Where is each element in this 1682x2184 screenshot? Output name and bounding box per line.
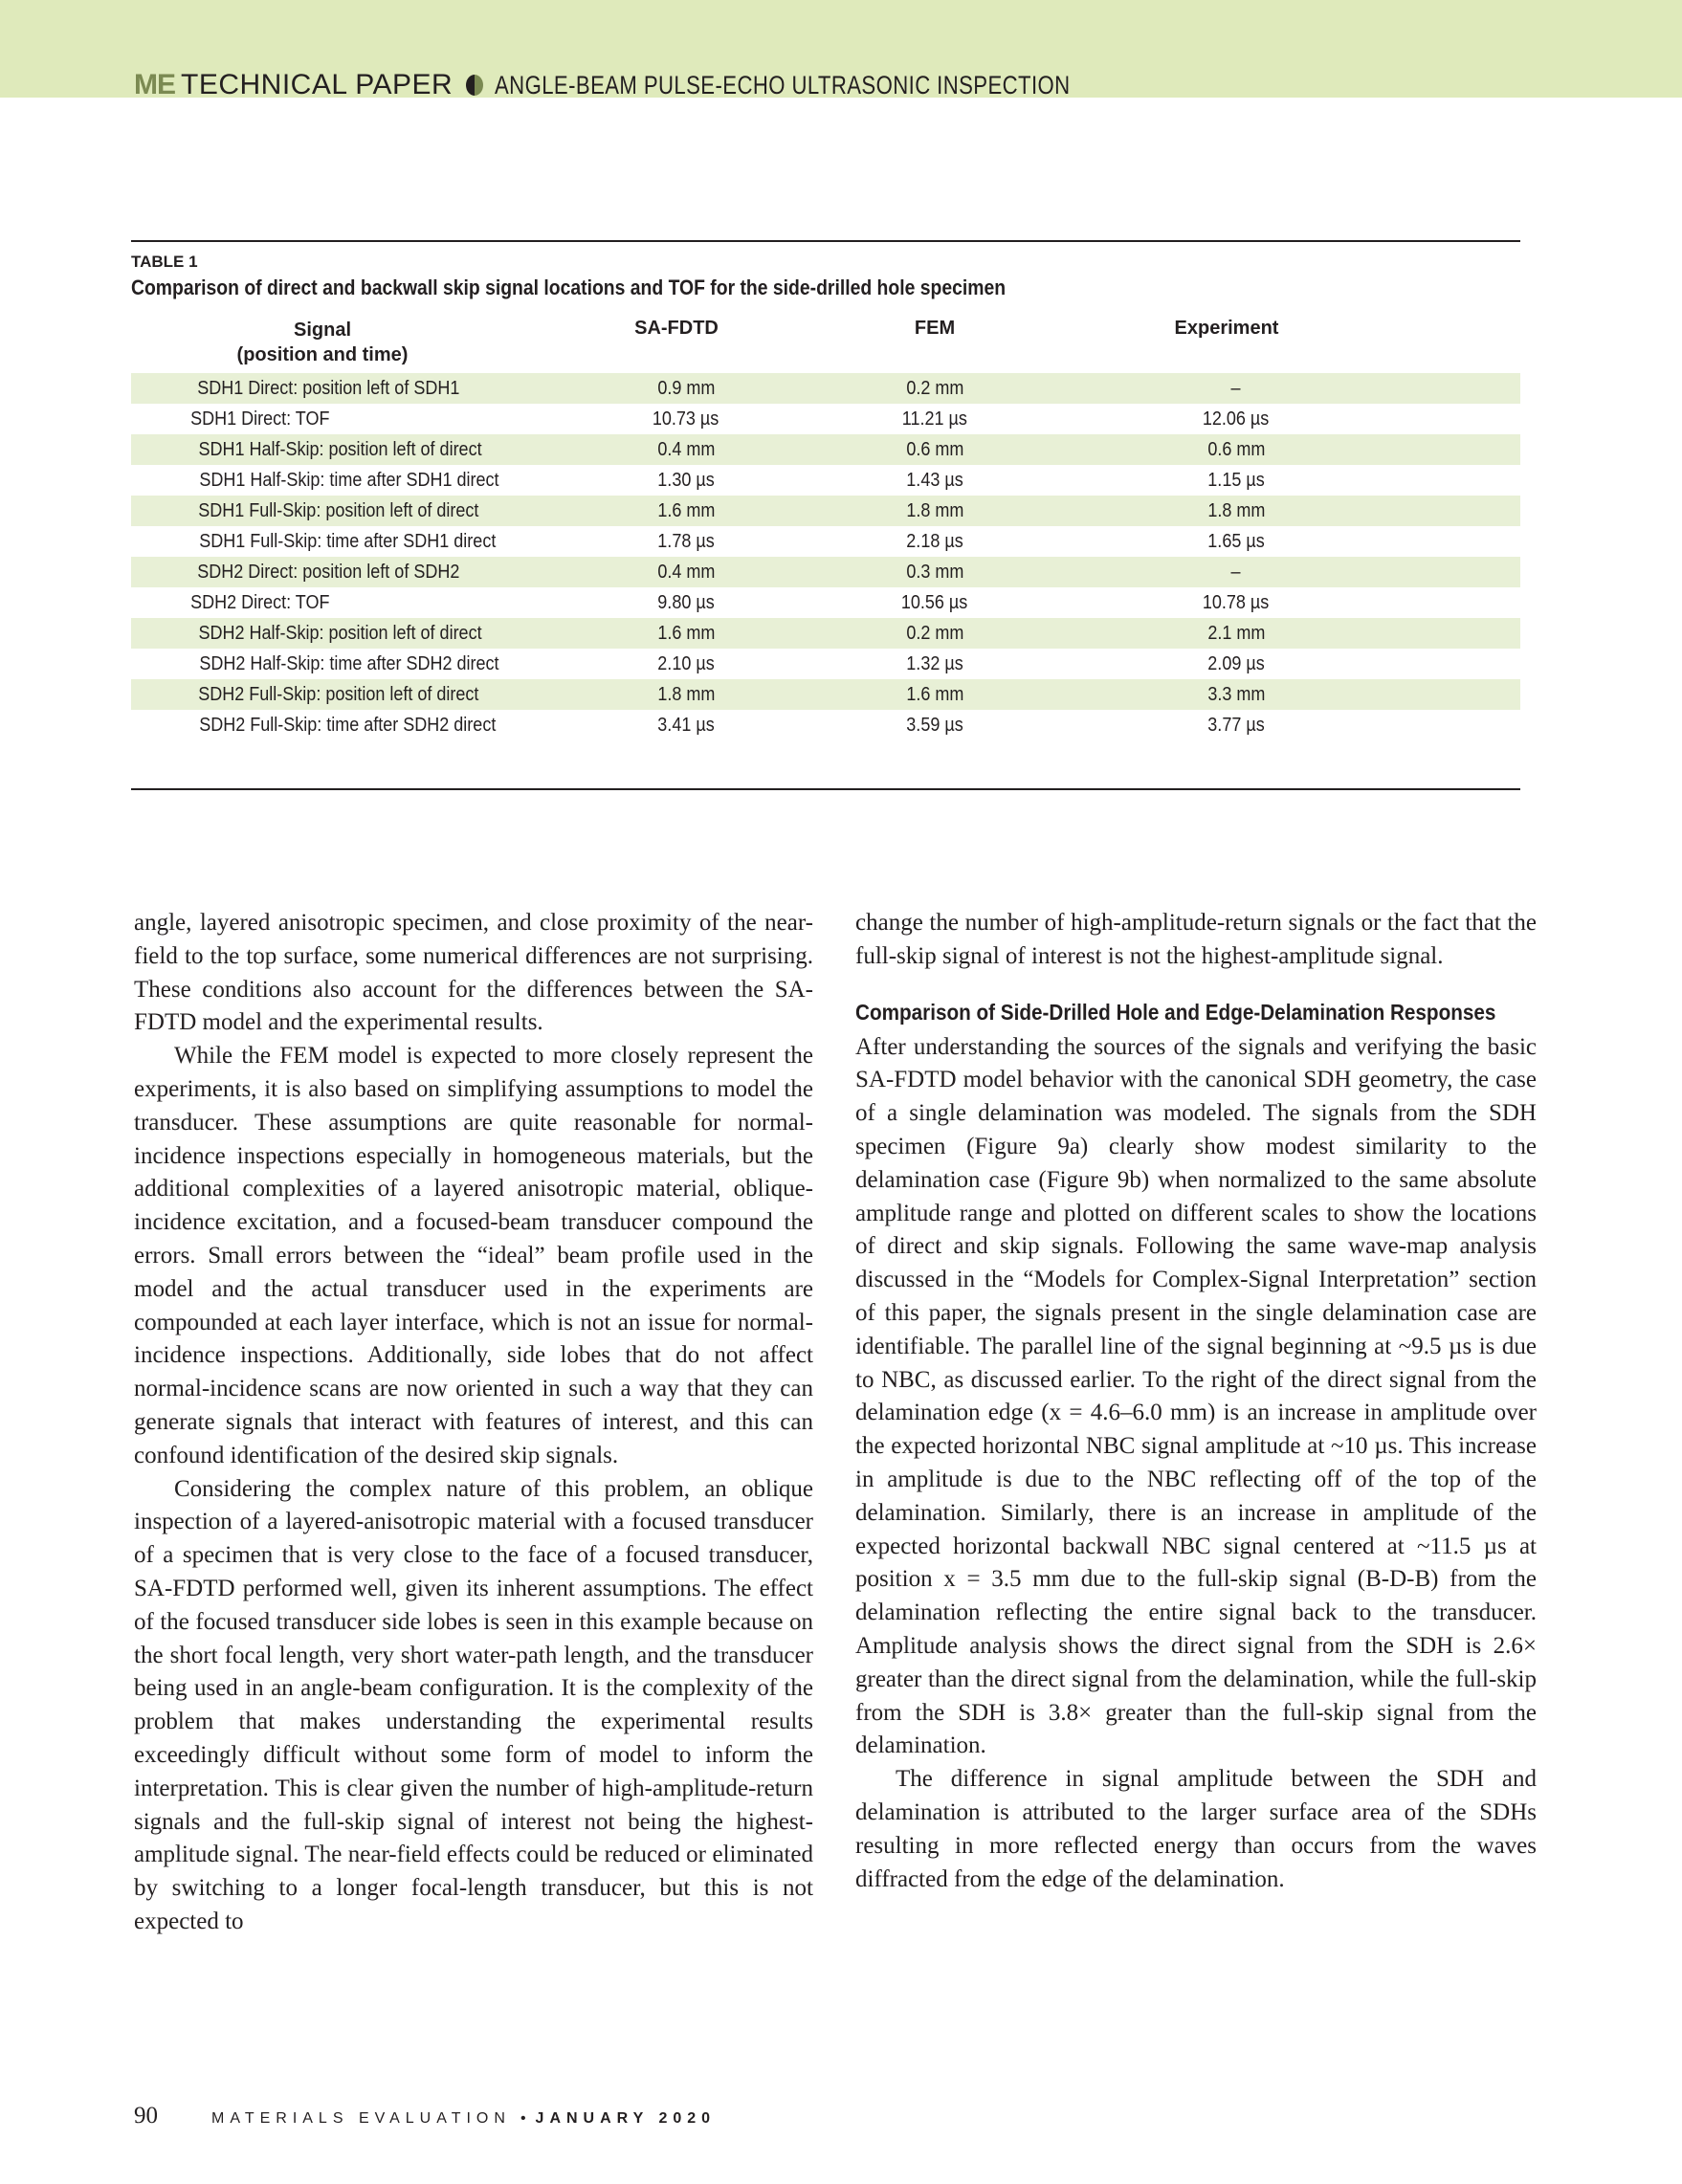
cell-fem — [791, 715, 1078, 737]
data-table — [131, 318, 1520, 740]
cell-text: 10.73 µs — [653, 408, 719, 430]
cell-text: – — [1230, 561, 1242, 583]
cell-text: 1.8 mm — [1206, 499, 1266, 521]
cell-signal — [131, 439, 581, 461]
cell-text: SDH1 Full-Skip: time after SDH1 direct — [199, 530, 497, 552]
table-row — [131, 557, 1520, 587]
cell-fem — [791, 623, 1078, 645]
table-row — [131, 710, 1520, 740]
cell-fem — [791, 562, 1078, 584]
cell-safdtd — [581, 623, 791, 645]
paragraph: angle, layered anisotropic specimen, and close proximity of the near-field to the top surface, some numerical differences are not surprising. These conditions also account for the differences between the SA-FDTD model and the experimental results. — [134, 910, 813, 1036]
cell-text: 2.10 µs — [657, 652, 715, 674]
cell-text: SDH1 Half-Skip: time after SDH1 direct — [199, 469, 499, 491]
cell-text: SDH1 Full-Skip: position left of direct — [198, 499, 479, 521]
cell-text: 0.4 mm — [656, 438, 716, 460]
table-row — [131, 587, 1520, 618]
cell-text: 1.8 mm — [656, 683, 716, 705]
cell-signal — [131, 684, 581, 706]
cell-safdtd — [581, 684, 791, 706]
table-row — [131, 373, 1520, 404]
cell-text: SDH1 Half-Skip: position left of direct — [198, 438, 482, 460]
cell-signal — [131, 500, 581, 522]
cell-text: 0.9 mm — [656, 377, 716, 399]
column-header-experiment: Experiment — [1174, 318, 1279, 339]
table-body — [131, 373, 1520, 740]
table-row — [131, 496, 1520, 526]
cell-text: 2.09 µs — [1207, 652, 1265, 674]
cell-text: 1.6 mm — [656, 499, 716, 521]
half-circle-icon — [466, 75, 483, 96]
cell-text: 3.41 µs — [657, 714, 715, 736]
cell-safdtd — [581, 500, 791, 522]
cell-signal — [131, 715, 581, 737]
cell-experiment — [1078, 531, 1394, 553]
cell-text: SDH2 Direct: TOF — [190, 591, 330, 613]
cell-text: SDH2 Half-Skip: time after SDH2 direct — [199, 652, 499, 674]
cell-signal — [131, 408, 581, 430]
cell-signal — [131, 470, 581, 492]
brand-logo: ME — [134, 69, 175, 100]
table-row — [131, 465, 1520, 496]
cell-fem — [791, 378, 1078, 400]
cell-safdtd — [581, 378, 791, 400]
cell-fem — [791, 531, 1078, 553]
issue-date: JANUARY 2020 — [535, 2110, 717, 2127]
cell-experiment — [1078, 378, 1394, 400]
table-row — [131, 434, 1520, 465]
cell-text: – — [1230, 377, 1242, 399]
cell-text: 1.6 mm — [905, 683, 964, 705]
cell-fem — [791, 653, 1078, 675]
cell-text: 1.6 mm — [656, 622, 716, 644]
cell-text: SDH2 Full-Skip: position left of direct — [198, 683, 479, 705]
cell-safdtd — [581, 470, 791, 492]
cell-signal — [131, 378, 581, 400]
cell-signal — [131, 531, 581, 553]
cell-signal — [131, 653, 581, 675]
table-label: TABLE 1 — [131, 253, 198, 271]
cell-experiment — [1078, 500, 1394, 522]
page-footer — [134, 2103, 716, 2129]
running-header — [134, 69, 1197, 101]
cell-text: 1.8 mm — [905, 499, 964, 521]
section-heading: Comparison of Side-Drilled Hole and Edge-Delamination Responses — [855, 999, 1496, 1025]
cell-text: SDH1 Direct: position left of SDH1 — [197, 377, 460, 399]
paragraph: change the number of high-amplitude-return signals or the fact that the full-skip signal of interest is not the highest-amplitude signal. — [855, 910, 1537, 969]
table-bottom-rule — [131, 788, 1520, 790]
cell-text: 10.78 µs — [1203, 591, 1270, 613]
column-header-signal-subtitle: (position and time) — [236, 344, 409, 365]
column-header-safdtd: SA-FDTD — [634, 318, 719, 339]
cell-text: 11.21 µs — [901, 408, 968, 430]
cell-experiment — [1078, 653, 1394, 675]
paragraph: After understanding the sources of the signals and verifying the basic SA-FDTD model behavior with the canonical SDH geometry, the case of a single delamination was modeled. The signals from the SDH specimen (Figure 9a) clearly show modest similarity to the delamination case (Figure 9b) when normalized to the same absolute amplitude range and plotted on different scales to show the locations of direct and skip signals. Following the same wave-map analysis discussed in the “Models for Complex-Signal Interpretation” section of this paper, the signals present in the single delamination case are identifiable. The parallel line of the signal beginning at ~9.5 µs is due to NBC, as discussed earlier. To the right of the direct signal from the delamination edge (x = 4.6–6.0 mm) is an increase in amplitude over the expected horizontal NBC signal amplitude at ~10 µs. This increase in amplitude is due to the NBC reflecting off of the top of the delamination. Similarly, there is an increase in amplitude of the expected horizontal backwall NBC signal centered at ~11.5 µs at position x = 3.5 mm due to the full-skip signal (B-D-B) from the delamination reflecting the entire signal back to the transducer. Amplitude analysis shows the direct signal from the SDH is 2.6× greater than the direct signal from the delamination, while the full-skip from the SDH is 3.8× greater than the full-skip signal from the delamination. — [855, 1033, 1537, 1759]
table-row — [131, 526, 1520, 557]
cell-safdtd — [581, 439, 791, 461]
cell-safdtd — [581, 715, 791, 737]
body-column-left — [134, 907, 813, 1939]
cell-text: 1.30 µs — [657, 469, 715, 491]
cell-text: 10.56 µs — [901, 591, 968, 613]
cell-text: SDH2 Direct: position left of SDH2 — [197, 561, 460, 583]
cell-text: 0.6 mm — [905, 438, 964, 460]
cell-text: 0.3 mm — [905, 561, 964, 583]
article-topic: ANGLE-BEAM PULSE-ECHO ULTRASONIC INSPECTION — [495, 71, 1071, 99]
footer-separator: • — [520, 2110, 526, 2127]
cell-text: 3.77 µs — [1207, 714, 1265, 736]
cell-text: SDH2 Half-Skip: position left of direct — [198, 622, 482, 644]
cell-safdtd — [581, 408, 791, 430]
journal-name: MATERIALS EVALUATION — [211, 2110, 511, 2127]
cell-signal — [131, 623, 581, 645]
cell-safdtd — [581, 653, 791, 675]
table-top-rule — [131, 240, 1520, 242]
cell-signal — [131, 592, 581, 614]
cell-text: 3.3 mm — [1206, 683, 1266, 705]
cell-text: 0.2 mm — [905, 622, 964, 644]
cell-experiment — [1078, 408, 1394, 430]
cell-experiment — [1078, 684, 1394, 706]
cell-text: 2.18 µs — [906, 530, 963, 552]
paragraph: The difference in signal amplitude between the SDH and delamination is attributed to the larger surface area of the SDHs resulting in more reflected energy than occurs from the waves diffracted from the edge of the delamination. — [855, 1766, 1537, 1892]
cell-text: SDH2 Full-Skip: time after SDH2 direct — [199, 714, 497, 736]
cell-text: 0.2 mm — [905, 377, 964, 399]
cell-fem — [791, 470, 1078, 492]
table-row — [131, 649, 1520, 679]
column-header-signal-title: Signal — [293, 320, 351, 341]
cell-fem — [791, 592, 1078, 614]
table-header-row — [131, 318, 1520, 373]
cell-fem — [791, 500, 1078, 522]
body-column-right — [855, 907, 1537, 1896]
cell-safdtd — [581, 592, 791, 614]
cell-experiment — [1078, 623, 1394, 645]
cell-text: 0.6 mm — [1206, 438, 1266, 460]
cell-text: 9.80 µs — [657, 591, 715, 613]
table-caption: Comparison of direct and backwall skip signal locations and TOF for the side-drilled hole specimen — [131, 276, 1007, 299]
paragraph: While the FEM model is expected to more closely represent the experiments, it is also based on simplifying assumptions to model the transducer. These assumptions are quite reasonable for normal-incidence inspections especially in homogeneous materials, but the additional complexities of a layered anisotropic material, oblique-incidence excitation, and a focused-beam transducer compound the errors. Small errors between the “ideal” beam profile used in the model and the actual transducer used in the experiments are compounded at each layer interface, which is not an issue for normal-incidence inspections. Additionally, side lobes that do not affect normal-incidence scans are now oriented in such a way that they can generate signals that interact with features of interest, and this can confound identification of the desired skip signals. — [134, 1043, 813, 1468]
cell-text: 1.15 µs — [1207, 469, 1265, 491]
cell-safdtd — [581, 531, 791, 553]
table-row — [131, 618, 1520, 649]
cell-text: 1.43 µs — [906, 469, 963, 491]
cell-text: 1.32 µs — [906, 652, 963, 674]
section-label: TECHNICAL PAPER — [181, 69, 454, 100]
cell-text: 0.4 mm — [656, 561, 716, 583]
cell-experiment — [1078, 715, 1394, 737]
cell-text: 2.1 mm — [1206, 622, 1266, 644]
cell-signal — [131, 562, 581, 584]
paragraph: Considering the complex nature of this problem, an oblique inspection of a layered-anisotropic material with a focused transducer of a specimen that is very close to the face of a focused transducer, SA-FDTD performed well, given its inherent assumptions. The effect of the focused transducer side lobes is seen in this example because on the short focal length, very short water-path length, and the transducer being used in an angle-beam configuration. It is the complexity of the problem that makes understanding the experimental results exceedingly difficult without some form of model to inform the interpretation. This is clear given the number of high-amplitude-return signals and the full-skip signal of interest not being the highest-amplitude signal. The near-field effects could be reduced or eliminated by switching to a longer focal-length transducer, but this is not expected to — [134, 1475, 813, 1934]
cell-text: SDH1 Direct: TOF — [190, 408, 330, 430]
cell-fem — [791, 408, 1078, 430]
cell-fem — [791, 684, 1078, 706]
cell-experiment — [1078, 592, 1394, 614]
cell-text: 12.06 µs — [1203, 408, 1270, 430]
cell-experiment — [1078, 470, 1394, 492]
column-header-fem: FEM — [914, 318, 956, 339]
cell-fem — [791, 439, 1078, 461]
cell-text: 1.65 µs — [1207, 530, 1265, 552]
column-header-signal — [131, 318, 514, 373]
cell-experiment — [1078, 439, 1394, 461]
table-row — [131, 404, 1520, 434]
cell-text: 1.78 µs — [657, 530, 715, 552]
cell-experiment — [1078, 562, 1394, 584]
cell-text: 3.59 µs — [906, 714, 963, 736]
table-row — [131, 679, 1520, 710]
cell-safdtd — [581, 562, 791, 584]
page-number: 90 — [134, 2103, 158, 2129]
